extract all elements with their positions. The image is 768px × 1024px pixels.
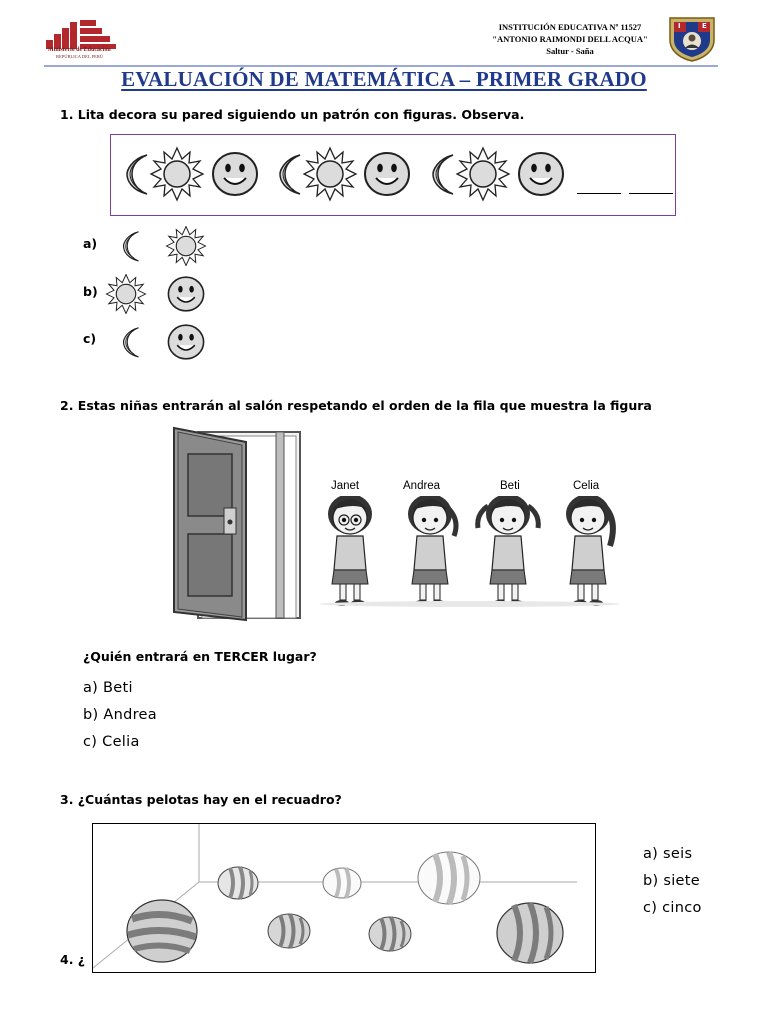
crest-letter-e: E [702,22,707,30]
pattern-figures [111,135,675,215]
q3-option-c[interactable]: c) cinco [643,900,702,916]
q2-option-b[interactable]: b) Andrea [83,707,157,723]
girl-name-janet: Janet [331,480,360,492]
q3-option-b[interactable]: b) siete [643,873,700,889]
balls-illustration [93,824,595,972]
girl-name-andrea: Andrea [403,480,441,492]
girl-janet-icon [328,496,372,606]
pattern-sun-icon [151,148,203,200]
question-1-prompt: 1. Lita decora su pared siguiendo un patrón con figuras. Observa. [60,107,525,122]
pattern-smiley-icon [213,153,257,195]
page-title: EVALUACIÓN DE MATEMÁTICA – PRIMER GRADO [121,67,647,91]
door-icon [168,424,308,624]
q3-option-a[interactable]: a) seis [643,846,693,862]
q2-option-a[interactable]: a) Beti [83,680,133,696]
girl-name-beti: Beti [500,480,520,492]
pattern-box [110,134,676,216]
q1-option-b-figures [100,274,220,314]
moon-icon [124,232,139,261]
logo-line2: REPÚBLICA DEL PERÚ [56,54,104,59]
ball-icon [369,917,411,951]
sun-icon [107,275,146,314]
q1-option-a-figures [110,226,220,266]
institution-line1: INSTITUCIÓN EDUCATIVA Nº 11527 [498,22,642,32]
q1-option-c-figures [110,322,220,362]
ministry-logo [44,18,124,60]
sun-icon [167,227,206,266]
q2-option-c[interactable]: c) Celia [83,734,140,750]
pattern-smiley-icon [365,153,409,195]
q1-option-b-label[interactable]: b) [83,284,98,299]
smiley-icon [168,277,203,311]
pattern-sun-icon [457,148,509,200]
balls-box [92,823,596,973]
institution-line3: Saltur - Saña [546,46,594,56]
girl-celia-icon [566,496,610,606]
answer-blank-2[interactable] [629,193,673,194]
pattern-sun-icon [304,148,356,200]
pattern-smiley-icon [519,153,563,195]
ball-icon [418,852,480,904]
ministry-logo-bars-icon [44,18,124,50]
q1-option-a-label[interactable]: a) [83,236,98,251]
school-crest-icon [666,14,718,62]
ball-icon [268,914,310,948]
q1-option-c-label[interactable]: c) [83,331,97,346]
moon-icon [124,328,139,357]
pattern-moon-icon [280,155,300,194]
ball-icon [497,903,563,963]
girl-name-celia: Celia [573,480,600,492]
question-2-subquestion: ¿Quién entrará en TERCER lugar? [83,649,317,664]
girls-illustration [300,496,630,608]
ball-icon [218,867,258,899]
girl-beti-icon [486,496,530,606]
girl-andrea-icon [408,496,452,606]
smiley-icon [168,325,203,359]
pattern-moon-icon [433,155,453,194]
question-4-prompt-start: 4. ¿ [60,952,86,967]
answer-blank-1[interactable] [577,193,621,194]
ball-icon [323,868,361,898]
pattern-moon-icon [127,155,147,194]
institution-line2: "ANTONIO RAIMONDI DELL ACQUA" [492,34,648,44]
logo-line1: Ministerio de Educación [48,47,111,53]
question-2-prompt: 2. Estas niñas entrarán al salón respetando el orden de la fila que muestra la figura [60,398,652,413]
question-3-prompt: 3. ¿Cuántas pelotas hay en el recuadro? [60,792,342,807]
crest-letter-i: I [678,22,681,30]
ball-icon [127,900,197,962]
